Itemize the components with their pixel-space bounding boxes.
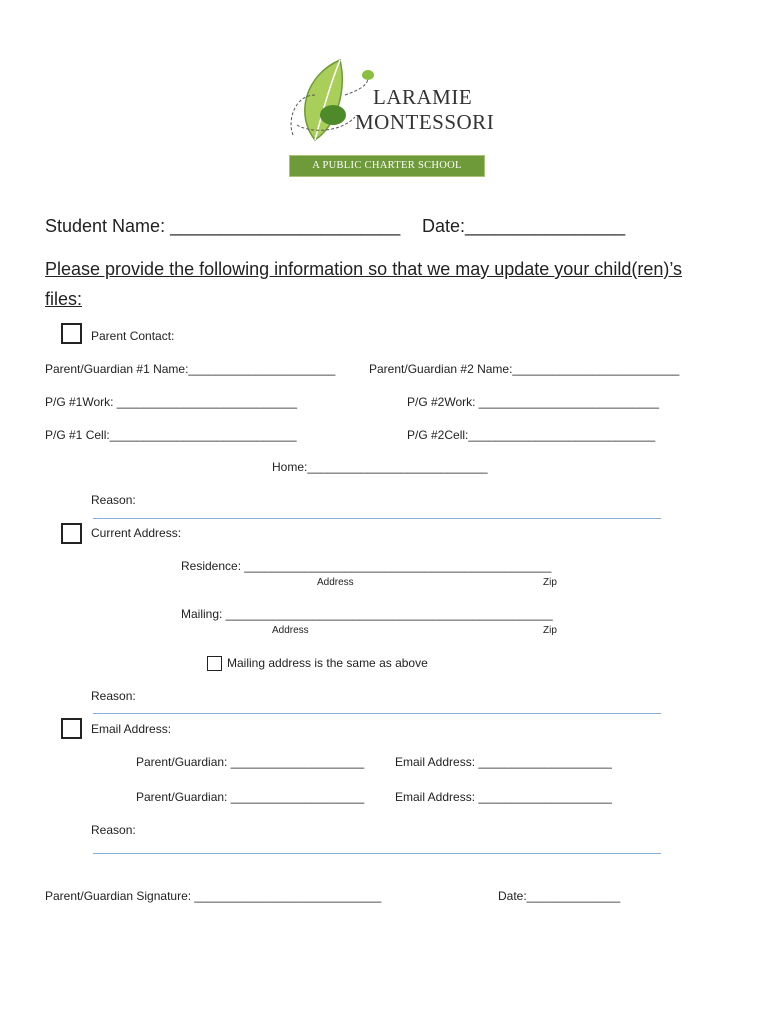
logo-name-line1: LARAMIE (373, 85, 473, 109)
home-phone-field[interactable]: Home:___________________________ (272, 460, 488, 474)
parent-contact-checkbox[interactable] (61, 323, 82, 344)
email1-field[interactable]: Email Address: ____________________ (395, 755, 612, 769)
leaf-icon (285, 55, 375, 150)
parent-contact-reason-label: Reason: (91, 493, 136, 507)
instructions-line-2: files: (45, 289, 83, 309)
email-pg2-field[interactable]: Parent/Guardian: ____________________ (136, 790, 365, 804)
parent-contact-reason-line[interactable] (93, 518, 661, 519)
pg2-cell-field[interactable]: P/G #2Cell:____________________________ (407, 428, 656, 442)
current-address-checkbox[interactable] (61, 523, 82, 544)
same-address-checkbox[interactable] (207, 656, 222, 671)
header-date-field[interactable]: Date:________________ (422, 216, 626, 236)
student-name-field[interactable]: Student Name: _______________________ (45, 216, 401, 236)
school-logo (285, 55, 495, 180)
email-reason-line[interactable] (93, 853, 661, 854)
pg2-work-field[interactable]: P/G #2Work: ___________________________ (407, 395, 659, 409)
email-address-label: Email Address: (91, 722, 172, 736)
residence-field[interactable]: Residence: ______________________________________________ (181, 559, 552, 573)
logo-name-line2: MONTESSORI (355, 110, 495, 134)
address-reason-line[interactable] (93, 713, 661, 714)
current-address-label: Current Address: (91, 526, 182, 540)
pg1-name-field[interactable]: Parent/Guardian #1 Name:______________________ (45, 362, 336, 376)
pg1-cell-field[interactable]: P/G #1 Cell:____________________________ (45, 428, 297, 442)
address-reason-label: Reason: (91, 689, 136, 703)
instructions-line-1: Please provide the following information so that we may update your child(ren)’s (45, 259, 683, 279)
mailing-zip-caption: Zip (543, 625, 557, 636)
residence-address-caption: Address (317, 577, 354, 588)
email-reason-label: Reason: (91, 823, 136, 837)
logo-tagline-band: A PUBLIC CHARTER SCHOOL (289, 155, 485, 177)
parent-contact-label: Parent Contact: (91, 329, 175, 343)
email2-field[interactable]: Email Address: ____________________ (395, 790, 612, 804)
email-address-checkbox[interactable] (61, 718, 82, 739)
signature-field[interactable]: Parent/Guardian Signature: ____________________________ (45, 889, 382, 903)
pg2-name-field[interactable]: Parent/Guardian #2 Name:_________________________ (369, 362, 680, 376)
email-pg1-field[interactable]: Parent/Guardian: ____________________ (136, 755, 365, 769)
same-address-label: Mailing address is the same as above (227, 656, 428, 670)
signature-date-field[interactable]: Date:______________ (498, 889, 621, 903)
mailing-address-caption: Address (272, 625, 309, 636)
pg1-work-field[interactable]: P/G #1Work: ___________________________ (45, 395, 297, 409)
mailing-field[interactable]: Mailing: _________________________________________________ (181, 607, 553, 621)
residence-zip-caption: Zip (543, 577, 557, 588)
